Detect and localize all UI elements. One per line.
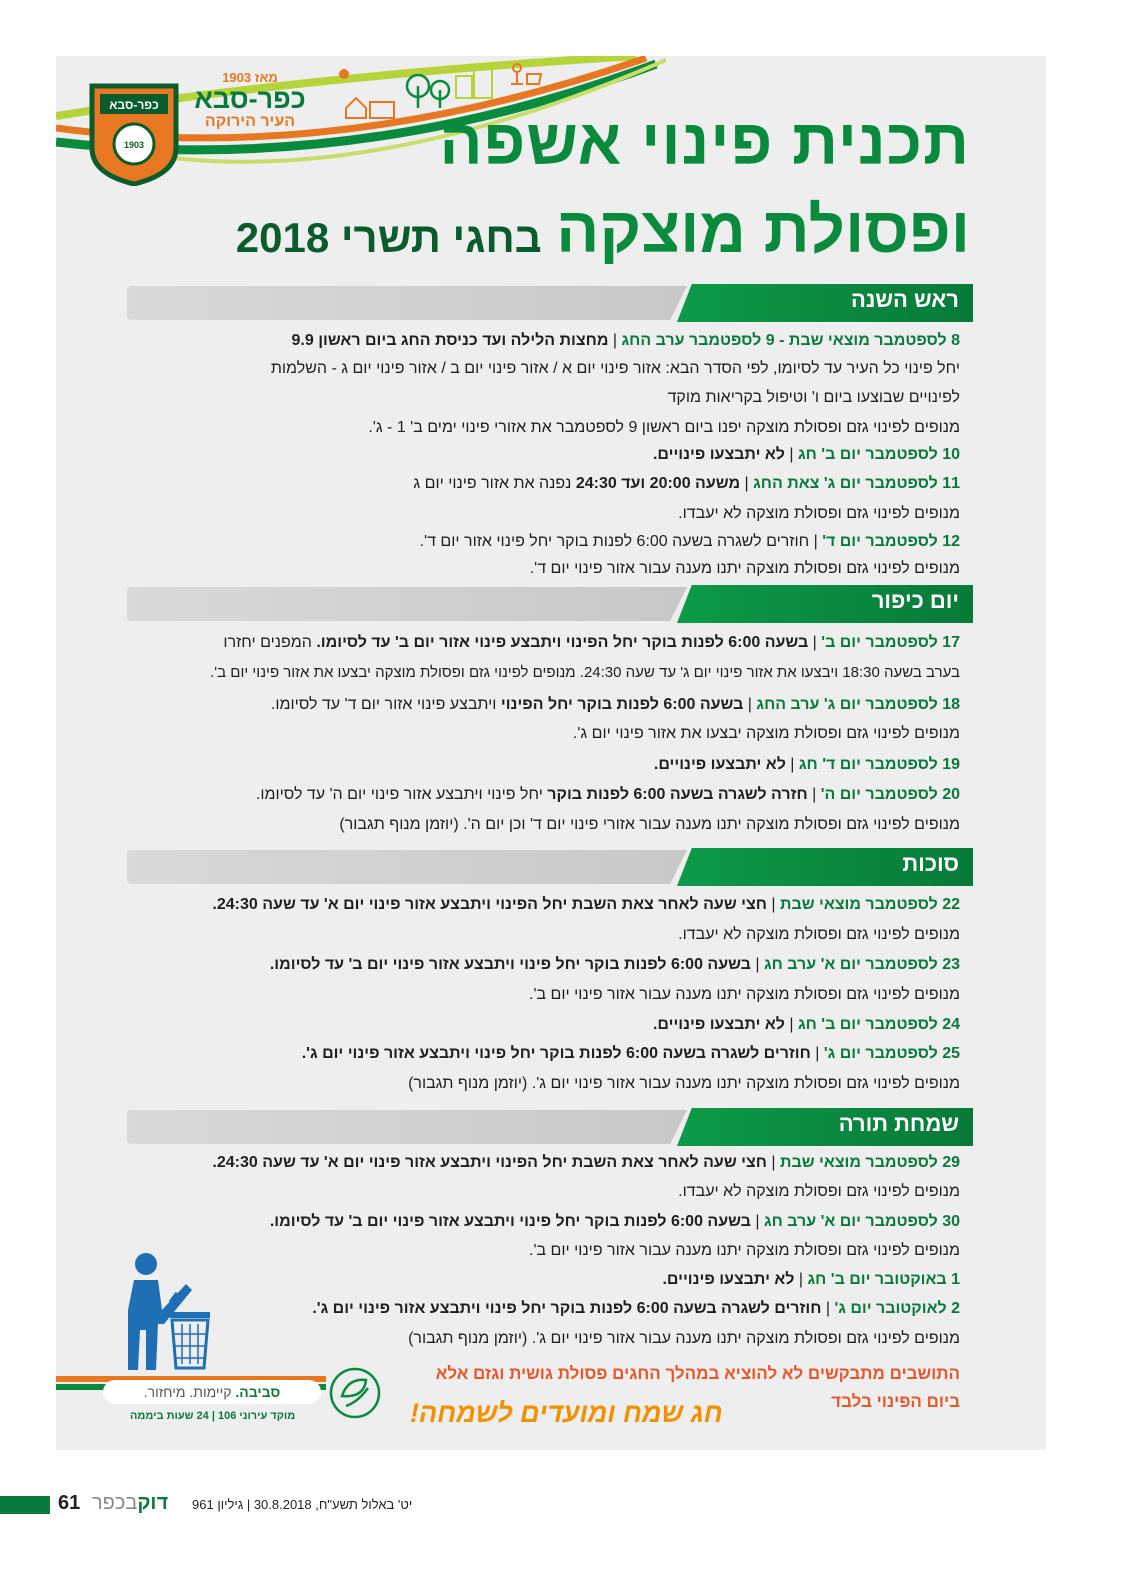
line-text: מנופים לפינוי גזם ופסולת מוצקה יתנו מענה עבור אזור פינוי יום ב'.: [529, 986, 960, 1003]
line-date: 1 באוקטובר יום ב' חג: [807, 1271, 960, 1288]
line-text: מנופים לפינוי גזם ופסולת מוצקה לא יעבדו.: [678, 926, 960, 943]
schedule-line: [212, 1152, 960, 1174]
hotline-text: מוקד עירוני 106 | 24 שעות ביממה: [130, 1410, 296, 1422]
line-text: ויתבצע פינוי אזור יום ד' עד לסיומו.: [270, 696, 501, 713]
line-text: מנופים לפינוי גזם ופסולת מוצקה יבצעו את אזור פינוי יום ג'.: [572, 725, 960, 742]
line-bold-text: לא יתבצעו פינויים.: [652, 446, 785, 463]
line-separator: |: [807, 786, 821, 803]
section-title: יום כיפור: [871, 588, 959, 613]
line-text: בערב בשעה 18:30 ויבצעו את אזור פינוי יום ג' עד שעה 24:30. מנופים לפינוי גזם ופסולת מוצקה יבצעו את אזור פינוי יום ב'.: [210, 664, 960, 681]
page-title-line2: [236, 190, 970, 288]
line-separator: |: [784, 446, 798, 463]
schedule-line: [212, 894, 960, 916]
line-separator: |: [743, 696, 757, 713]
section-title: ראש השנה: [850, 287, 959, 312]
line-date: 12 לספטמבר יום ד': [822, 533, 960, 550]
line-date: 10 לספטמבר יום ב' חג: [797, 446, 960, 463]
line-date: 11 לספטמבר יום ג' צאת החג: [753, 475, 960, 492]
line-separator: |: [766, 896, 780, 913]
line-separator: |: [750, 1213, 764, 1230]
schedule-line: [408, 1073, 960, 1095]
footer-brand-dok: דוק: [137, 1492, 169, 1514]
line-bold-text: חוזרים לשגרה בשעה 6:00 לפנות בוקר יחל פינוי ויתבצע אזור פינוי יום ג'.: [312, 1300, 822, 1317]
line-bold-text: לא יתבצעו פינויים.: [653, 756, 786, 773]
line-date: 22 לספטמבר מוצאי שבת: [779, 896, 960, 913]
city-since: מאז 1903: [222, 70, 278, 85]
footer-brand: [92, 1492, 168, 1515]
line-bold-text: לא יתבצעו פינויים.: [662, 1271, 795, 1288]
schedule-line: [271, 358, 960, 380]
line-bold-text: מחצות הלילה ועד כניסת החג ביום ראשון 9.9: [291, 332, 609, 349]
city-name: כפר-סבא: [194, 84, 306, 114]
schedule-line: [678, 924, 960, 946]
schedule-line: [302, 1043, 960, 1065]
schedule-line: [271, 694, 960, 716]
title-line2-big: ופסולת מוצקה: [556, 194, 970, 266]
schedule-line: [529, 1240, 960, 1262]
schedule-line: [662, 1269, 960, 1291]
section-title: סוכות: [902, 851, 959, 876]
line-date: 29 לספטמבר מוצאי שבת: [779, 1154, 960, 1171]
schedule-line: [530, 558, 960, 580]
section-header-sukkot: [127, 848, 973, 886]
schedule-line: [573, 723, 960, 745]
line-text: יחל פינוי כל העיר עד לסיומו, לפי הסדר הבא: אזור פינוי יום א / אזור פינוי יום ב / אזור פינוי יום ג - השלמות: [270, 360, 960, 377]
line-date: 17 לספטמבר יום ב': [821, 634, 960, 651]
line-date: 30 לספטמבר יום א' ערב חג: [763, 1213, 960, 1230]
line-date: 24 לספטמבר יום ב' חג: [797, 1016, 960, 1033]
holiday-greeting: חג שמח ומועדים לשמחה!: [410, 1398, 723, 1428]
schedule-line: [270, 954, 960, 976]
line-date: 20 לספטמבר יום ה': [820, 786, 960, 803]
line-bold-text: בשעה 6:00 לפנות בוקר יחל פינוי ויתבצע אזור פינוי יום ב' עד לסיומו.: [269, 1213, 751, 1230]
schedule-line: [223, 632, 960, 654]
line-date: 23 לספטמבר יום א' ערב חג: [763, 956, 960, 973]
house-icon: [346, 98, 394, 118]
city-tagline: העיר הירוקה: [204, 113, 296, 130]
schedule-line: [256, 784, 960, 806]
line-date: 18 לספטמבר יום ג' ערב החג: [756, 696, 960, 713]
line-separator: |: [785, 756, 799, 773]
line-text: המפנים יחזרו: [223, 634, 317, 651]
schedule-line: [420, 531, 960, 553]
line-separator: |: [821, 1300, 835, 1317]
schedule-line: [210, 662, 960, 684]
slogan-pill: [103, 1380, 321, 1404]
line-bold-text: חוזרים לשגרה בשעה 6:00 לפנות בוקר יחל פינוי ויתבצע אזור פינוי יום ג'.: [301, 1045, 811, 1062]
section-header-rosh-hashana: [127, 284, 973, 322]
section-header-simchat-torah: [127, 1108, 973, 1146]
line-bold-text: חזרה לשגרה בשעה 6:00 לפנות בוקר: [547, 786, 808, 803]
notice-line1: התושבים מתבקשים לא להוציא במהלך החגים פסולת גושית וגזם אלא: [435, 1364, 960, 1383]
page-number: 61: [58, 1492, 81, 1514]
schedule-line: [653, 444, 960, 466]
line-text: לפינויים שבוצעו ביום ו' וטיפול בקריאות מוקד: [667, 389, 960, 406]
schedule-line: [654, 754, 960, 776]
line-text: מנופים לפינוי גזם ופסולת מוצקה לא יעבדו.: [678, 505, 960, 522]
schedule-line: [678, 1181, 960, 1203]
trash-bin-icon: [170, 1312, 210, 1368]
line-text: מנופים לפינוי גזם ופסולת מוצקה יתנו מענה עבור אזור פינוי יום ג'. (יוזמן מנוף תגבור): [408, 1075, 960, 1092]
line-date: 25 לספטמבר יום ג': [823, 1045, 960, 1062]
footer-bar: [0, 1496, 50, 1514]
line-date: 19 לספטמבר יום ד' חג: [798, 756, 960, 773]
schedule-line: [292, 330, 960, 352]
section-header-yom-kippur: [127, 585, 973, 623]
schedule-line: [368, 417, 960, 439]
line-date: 8 לספטמבר מוצאי שבת - 9 לספטמבר ערב החג: [621, 332, 960, 349]
slogan-part2: קיימות. מיחזור.: [143, 1384, 236, 1400]
line-separator: |: [810, 1045, 824, 1062]
line-separator: |: [766, 1154, 780, 1171]
seal-text: 1903: [123, 140, 145, 150]
line-text: חוזרים לשגרה בשעה 6:00 לפנות בוקר יחל פינוי אזור יום ד'.: [419, 533, 810, 550]
schedule-line: [339, 814, 960, 836]
schedule-line: [413, 473, 960, 495]
slogan-part1: סביבה.: [235, 1384, 281, 1400]
line-text: מנופים לפינוי גזם ופסולת מוצקה יתנו מענה עבור אזור פינוי יום ג'. (יוזמן מנוף תגבור): [408, 1330, 960, 1347]
line-text: מנופים לפינוי גזם ופסולת מוצקה יפנו ביום ראשון 9 לספטמבר את אזורי פינוי ימים ב' 1 - ג'.: [368, 419, 960, 436]
line-bold-text: משעה 20:00 ועד 24:30: [575, 475, 741, 492]
schedule-line: [270, 1211, 960, 1233]
building-icon: [456, 68, 492, 98]
schedule-line: [312, 1298, 960, 1320]
page-title-line1: תכנית פינוי אשפה: [439, 106, 970, 178]
line-bold-text: חצי שעה לאחר צאת השבת יחל הפינוי ויתבצע אזור פינוי יום א' עד שעה 24:30.: [212, 896, 767, 913]
line-separator: |: [809, 533, 823, 550]
line-separator: |: [784, 1016, 798, 1033]
title-line2-small: בחגי תשרי 2018: [235, 214, 542, 261]
schedule-line: [678, 503, 960, 525]
section-title: שמחת תורה: [838, 1111, 959, 1136]
line-date: 2 לאוקטובר יום ג': [834, 1300, 960, 1317]
line-separator: |: [794, 1271, 808, 1288]
footer-brand-bkfar: בכפר: [92, 1492, 138, 1514]
schedule-line: [408, 1328, 960, 1350]
city-brand: [175, 70, 325, 131]
recycling-person-icon: [112, 1250, 222, 1380]
sun-icon: [339, 69, 349, 79]
schedule-line: [529, 984, 960, 1006]
schedule-line: [668, 387, 960, 409]
shield-text: כפר-סבא: [109, 98, 159, 112]
line-bold-text: בשעה 6:00 לפנות בוקר יחל הפינוי ויתבצע פינוי אזור יום ב' עד לסיומו.: [316, 634, 809, 651]
line-separator: |: [808, 634, 822, 651]
line-text: מנופים לפינוי גזם ופסולת מוצקה יתנו מענה עבור אזור פינוי יום ד'.: [529, 560, 960, 577]
line-bold-text: בשעה 6:00 לפנות בוקר יחל פינוי ויתבצע אזור פינוי יום ב' עד לסיומו.: [269, 956, 751, 973]
line-text: נפנה את אזור פינוי יום ג: [413, 475, 576, 492]
line-separator: |: [740, 475, 754, 492]
notice-line2: ביום הפינוי בלבד: [831, 1392, 960, 1411]
line-text: יחל פינוי ויתבצע אזור פינוי יום ה' עד לסיומו.: [255, 786, 548, 803]
line-text: מנופים לפינוי גזם ופסולת מוצקה יתנו מענה עבור אזור פינוי יום ב'.: [529, 1242, 960, 1259]
line-text: מנופים לפינוי גזם ופסולת מוצקה יתנו מענה עבור אזורי פינוי יום ד' וכן יום ה'. (יוזמן מנוף תגבור): [339, 816, 960, 833]
line-bold-text: לא יתבצעו פינויים.: [652, 1016, 785, 1033]
leaf-circle-icon: [328, 1366, 382, 1420]
line-bold-text: בשעה 6:00 לפנות בוקר יחל הפינוי: [500, 696, 744, 713]
line-bold-text: חצי שעה לאחר צאת השבת יחל הפינוי ויתבצע אזור פינוי יום א' עד שעה 24:30.: [212, 1154, 767, 1171]
line-separator: |: [608, 332, 622, 349]
footer-meta: יט' באלול תשע"ח, 30.8.2018 | גיליון 961: [192, 1497, 413, 1512]
schedule-line: [653, 1014, 960, 1036]
line-text: מנופים לפינוי גזם ופסולת מוצקה לא יעבדו.: [678, 1183, 960, 1200]
shield-logo-icon: [88, 78, 180, 186]
line-separator: |: [750, 956, 764, 973]
